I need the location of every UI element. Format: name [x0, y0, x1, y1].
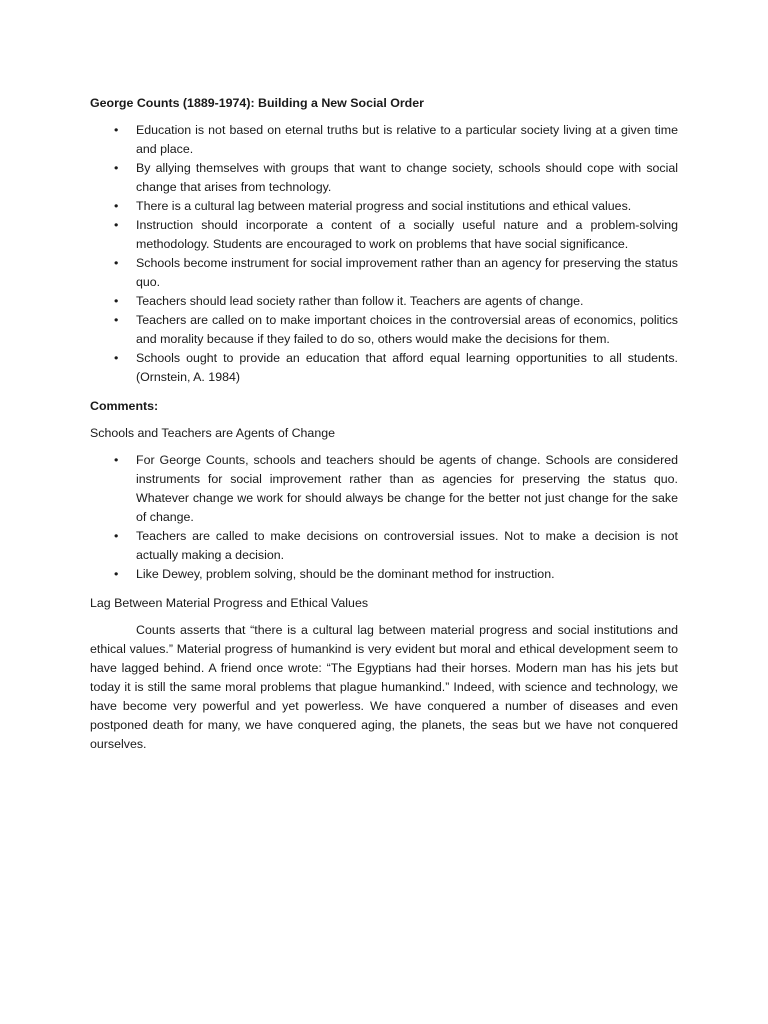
list-item: [90, 254, 678, 292]
list-item-text: Education is not based on eternal truths but is relative to a particular society living at a given time and place.: [136, 123, 678, 156]
comments-label: Comments:: [90, 399, 159, 413]
bullet-icon: •: [114, 529, 119, 543]
section-heading-george-counts: George Counts (1889-1974): Building a New Social Order: [90, 96, 424, 110]
list-item: [90, 159, 678, 197]
list-item: [90, 349, 678, 387]
bullet-icon: •: [114, 294, 119, 308]
list-item-text: Instruction should incorporate a content of a socially useful nature and a problem-solving methodology. Students are encouraged to work on problems that have social significance.: [136, 218, 678, 251]
list-item: [90, 565, 678, 584]
document-page: [90, 94, 678, 754]
list-item-text: For George Counts, schools and teachers should be agents of change. Schools are considered instruments for social improvement rather than as agencies for preserving the status quo. Whatever change we work for should always be change for the better not just change for the sake of change.: [136, 453, 678, 524]
bullet-icon: •: [114, 123, 119, 137]
bullet-icon: •: [114, 453, 119, 467]
section-heading-agents-of-change: Schools and Teachers are Agents of Change: [90, 426, 335, 440]
bullet-list-counts-principles: [90, 121, 678, 387]
list-item: [90, 216, 678, 254]
list-item-text: Teachers should lead society rather than follow it. Teachers are agents of change.: [136, 294, 584, 308]
bullet-icon: •: [114, 218, 119, 232]
list-item: [90, 451, 678, 527]
list-item-text: There is a cultural lag between material progress and social institutions and ethical values.: [136, 199, 632, 213]
bullet-icon: •: [114, 161, 119, 175]
list-item-text: Teachers are called on to make important choices in the controversial areas of economics, politics and morality because if they failed to do so, others would make the decisions for them.: [136, 313, 678, 346]
body-paragraph: Counts asserts that “there is a cultural lag between material progress and social institutions and ethical values.” Material progress of humankind is very evident but moral and ethical development seem to have lagged behind. A friend once wrote: “The Egyptians had their horses. Modern man has his jets but today it is still the same moral problems that plague humankind.” Indeed, with science and technology, we have become very powerful and yet powerless. We have conquered a number of diseases and even postponed death for many, we have conquered aging, the planets, the seas but we have not conquered ourselves.: [90, 623, 678, 751]
bullet-list-agents-of-change: [90, 451, 678, 584]
list-item-text: Teachers are called to make decisions on controversial issues. Not to make a decision is not actually making a decision.: [136, 529, 678, 562]
list-item: [90, 292, 678, 311]
section-heading-lag: Lag Between Material Progress and Ethical Values: [90, 596, 369, 610]
bullet-icon: •: [114, 313, 119, 327]
bullet-icon: •: [114, 351, 119, 365]
list-item: [90, 527, 678, 565]
list-item-text: Schools ought to provide an education that afford equal learning opportunities to all students. (Ornstein, A. 1984): [136, 351, 678, 384]
list-item: [90, 311, 678, 349]
bullet-icon: •: [114, 256, 119, 270]
bullet-icon: •: [114, 199, 119, 213]
list-item-text: By allying themselves with groups that want to change society, schools should cope with social change that arises from technology.: [136, 161, 678, 194]
list-item: [90, 121, 678, 159]
bullet-icon: •: [114, 567, 119, 581]
list-item-text: Schools become instrument for social improvement rather than an agency for preserving the status quo.: [136, 256, 678, 289]
list-item: [90, 197, 678, 216]
list-item-text: Like Dewey, problem solving, should be the dominant method for instruction.: [136, 567, 555, 581]
